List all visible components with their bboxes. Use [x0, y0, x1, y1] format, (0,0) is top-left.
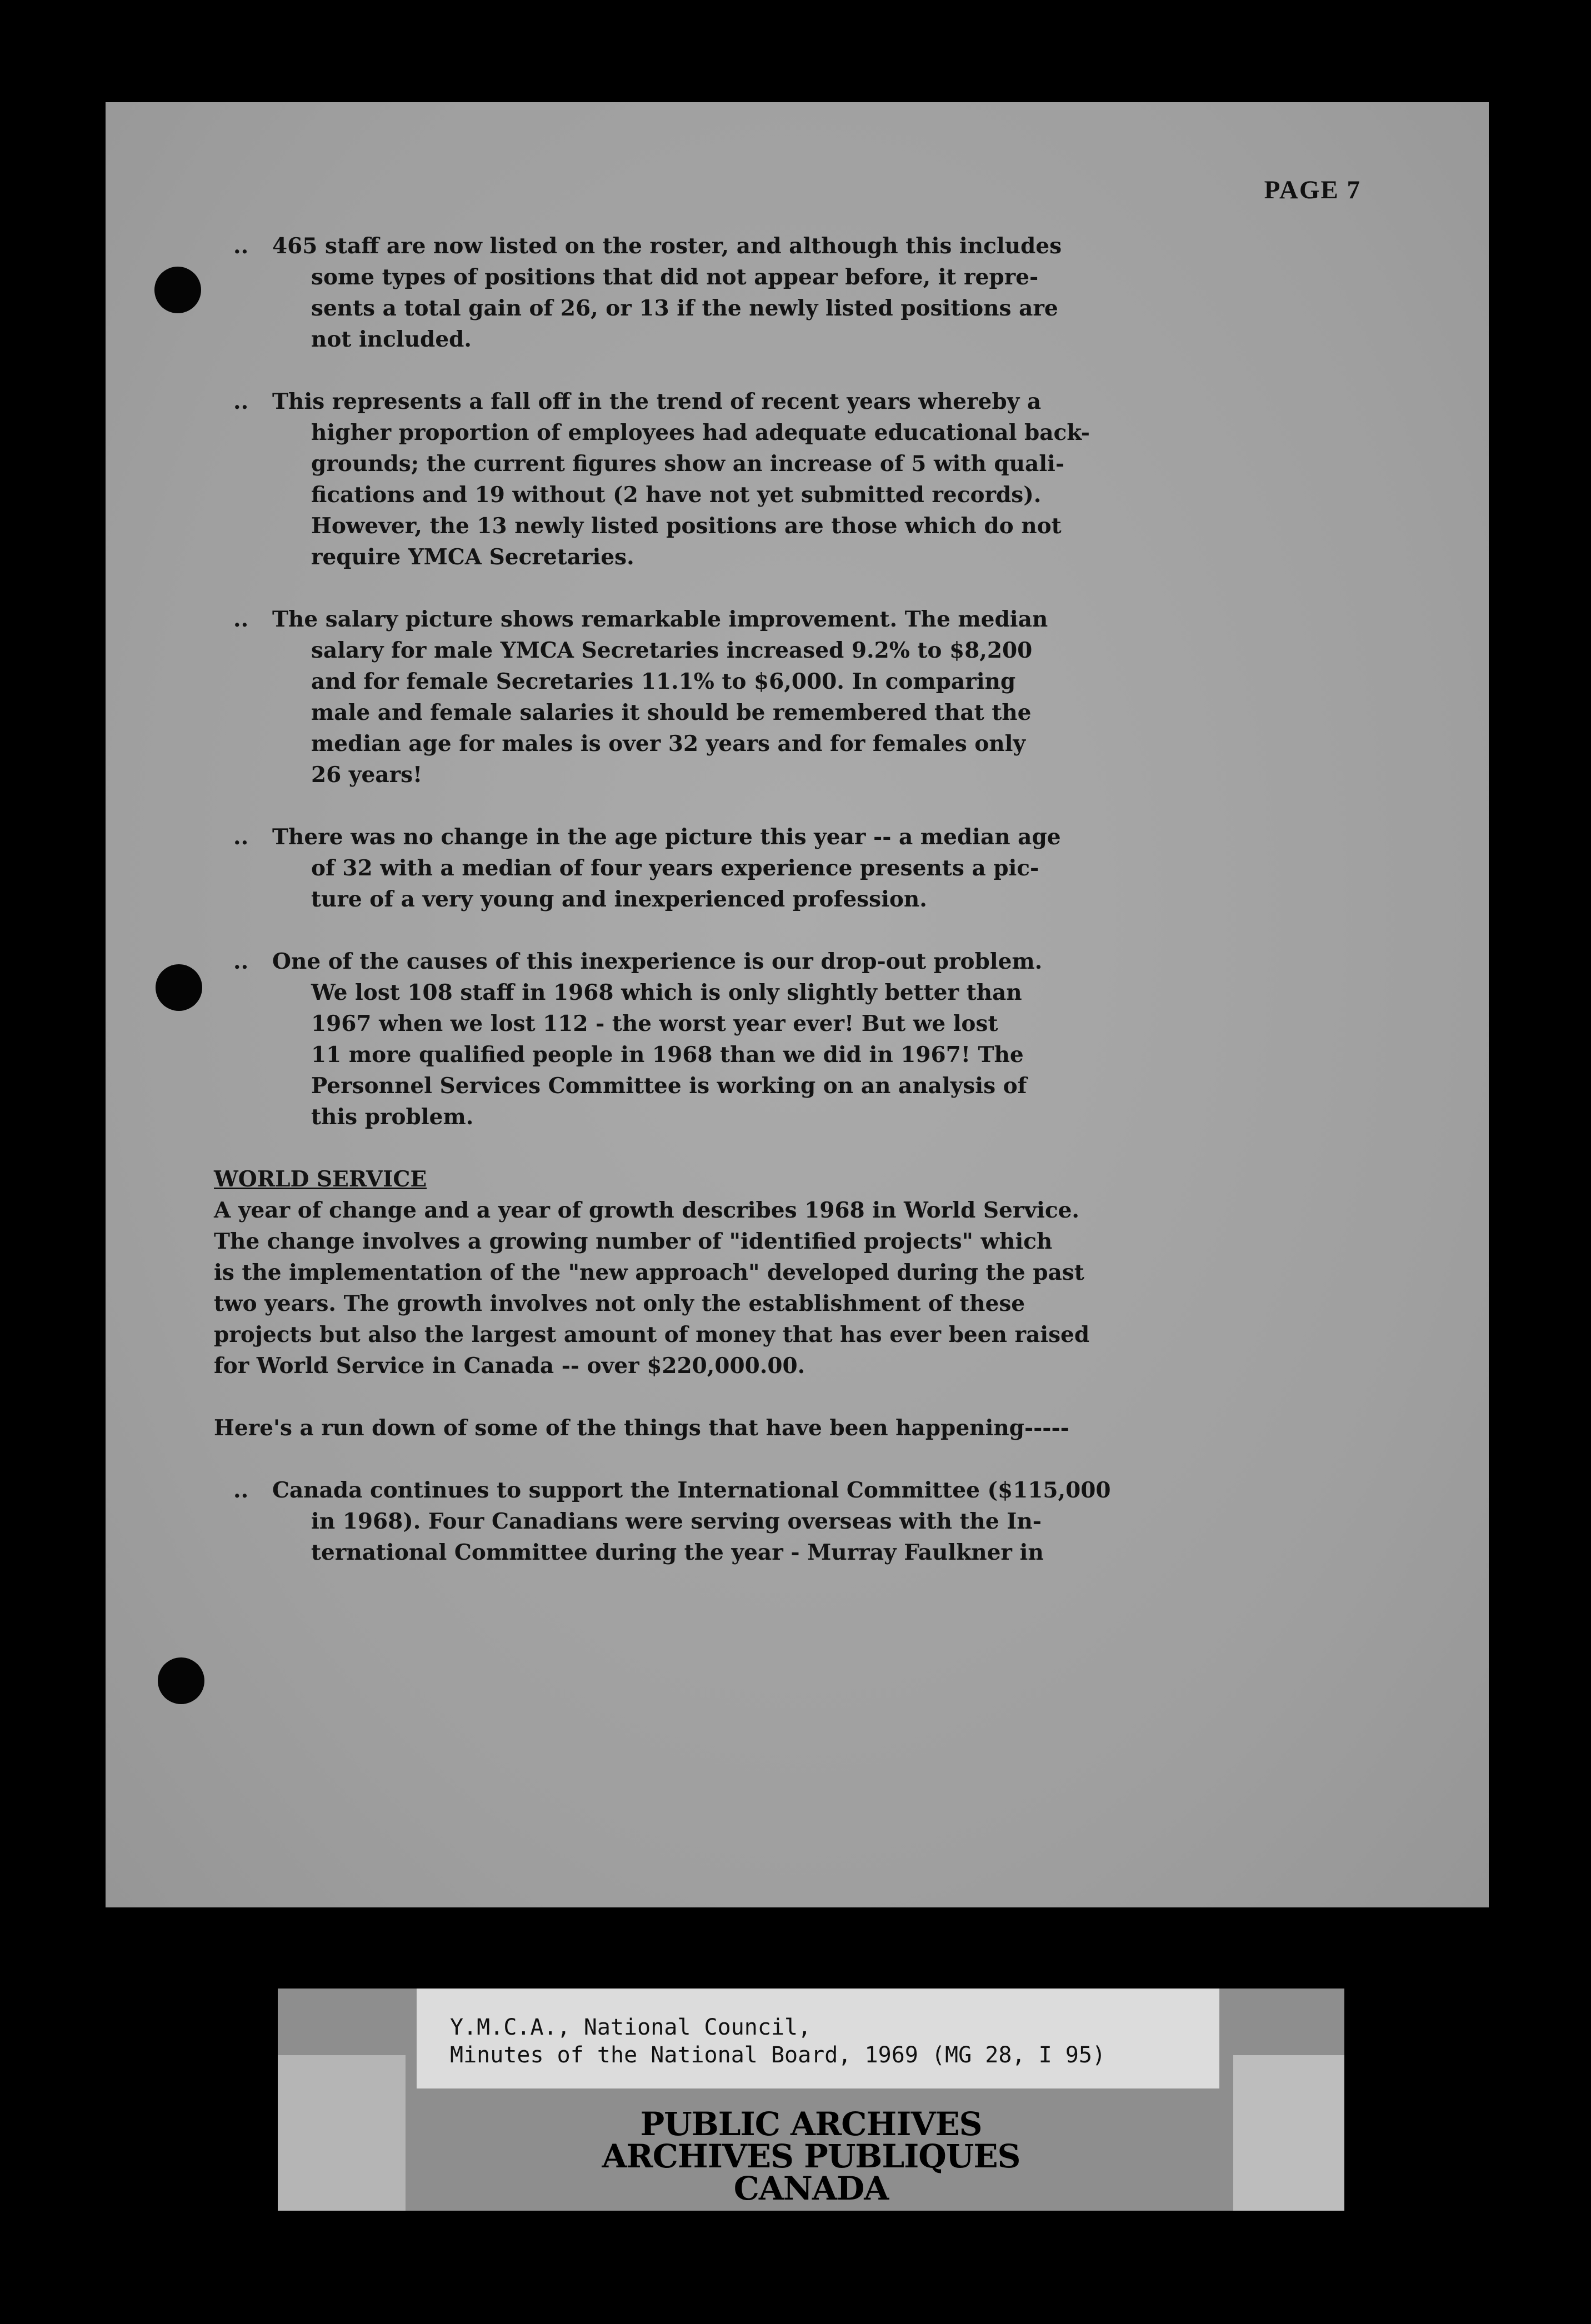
stamp-line: CANADA	[733, 2170, 889, 2207]
bullet-age-picture	[233, 822, 1339, 915]
bullet-marker: ..	[233, 389, 249, 414]
text-line: two years. The growth involves not only the establishment of these	[214, 1291, 1025, 1316]
text-line: for World Service in Canada -- over $220,000.00.	[214, 1353, 805, 1379]
punch-hole-bottom	[158, 1657, 204, 1704]
text-line: sents a total gain of 26, or 13 if the newly listed positions are	[311, 295, 1058, 321]
text-line: higher proportion of employees had adequate educational back-	[311, 420, 1090, 445]
text-line: 1967 when we lost 112 - the worst year ever! But we lost	[311, 1011, 998, 1036]
bullet-marker: ..	[233, 233, 249, 259]
text-line: and for female Secretaries 11.1% to $6,000. In comparing	[311, 669, 1016, 694]
text-line: this problem.	[311, 1104, 474, 1130]
punch-hole-top	[154, 267, 201, 313]
page-body	[214, 231, 1339, 1599]
text-line: ternational Committee during the year - Murray Faulkner in	[311, 1540, 1044, 1565]
stamp-line: ARCHIVES PUBLIQUES	[602, 2137, 1020, 2175]
archive-label-text	[450, 2014, 1105, 2069]
stamp-line: PUBLIC ARCHIVES	[640, 2105, 982, 2143]
text-line: 26 years!	[311, 762, 423, 788]
text-line: male and female salaries it should be remembered that the	[311, 700, 1032, 725]
bullet-drop-out-problem	[233, 946, 1339, 1133]
run-down-intro: Here's a run down of some of the things that have been happening-----	[214, 1415, 1069, 1441]
archive-label-line: Minutes of the National Board, 1969 (MG 28, I 95)	[450, 2042, 1106, 2068]
text-line: in 1968). Four Canadians were serving overseas with the In-	[311, 1509, 1042, 1534]
text-line: This represents a fall off in the trend of recent years whereby a	[272, 389, 1042, 414]
world-service-section	[214, 1164, 1339, 1381]
bullet-salary-picture	[233, 604, 1339, 790]
archive-label-card	[417, 1989, 1219, 2088]
text-line: some types of positions that did not appear before, it repre-	[311, 264, 1039, 290]
text-line: The salary picture shows remarkable improvement. The median	[272, 607, 1048, 632]
text-line: projects but also the largest amount of money that has ever been raised	[214, 1322, 1090, 1348]
text-line: However, the 13 newly listed positions are those which do not	[311, 513, 1062, 539]
archive-label-line: Y.M.C.A., National Council,	[450, 2015, 812, 2040]
bullet-education-trend	[233, 386, 1339, 573]
archive-footer	[278, 1989, 1344, 2211]
page-number: PAGE 7	[1264, 176, 1361, 204]
text-line: One of the causes of this inexperience is our drop-out problem.	[272, 949, 1043, 974]
text-line: Canada continues to support the International Committee ($115,000	[272, 1477, 1111, 1503]
bullet-staff-roster	[233, 231, 1339, 355]
text-line: not included.	[311, 327, 472, 352]
text-line: fications and 19 without (2 have not yet submitted records).	[311, 482, 1042, 508]
bullet-marker: ..	[233, 1477, 249, 1503]
bullet-marker: ..	[233, 607, 249, 632]
bullet-international-committee	[233, 1475, 1339, 1568]
punch-hole-middle	[156, 964, 202, 1011]
public-archives-stamp	[278, 2105, 1344, 2207]
text-line: There was no change in the age picture this year -- a median age	[272, 824, 1061, 850]
section-heading: WORLD SERVICE	[214, 1166, 427, 1192]
text-line: median age for males is over 32 years and for females only	[311, 731, 1026, 757]
bullet-marker: ..	[233, 949, 249, 974]
bullet-marker: ..	[233, 824, 249, 850]
text-line: 11 more qualified people in 1968 than we did in 1967! The	[311, 1042, 1024, 1068]
text-line: ture of a very young and inexperienced profession.	[311, 886, 927, 912]
text-line: The change involves a growing number of "identified projects" which	[214, 1229, 1053, 1254]
text-line: of 32 with a median of four years experience presents a pic-	[311, 855, 1039, 881]
text-line: A year of change and a year of growth describes 1968 in World Service.	[214, 1198, 1079, 1223]
text-line: We lost 108 staff in 1968 which is only slightly better than	[311, 980, 1022, 1005]
text-line: salary for male YMCA Secretaries increased 9.2% to $8,200	[311, 638, 1033, 663]
text-line: grounds; the current figures show an increase of 5 with quali-	[311, 451, 1065, 477]
text-line: 465 staff are now listed on the roster, and although this includes	[272, 233, 1062, 259]
text-line: is the implementation of the "new approach" developed during the past	[214, 1260, 1084, 1285]
text-line: Personnel Services Committee is working on an analysis of	[311, 1073, 1027, 1099]
text-line: require YMCA Secretaries.	[311, 544, 634, 570]
